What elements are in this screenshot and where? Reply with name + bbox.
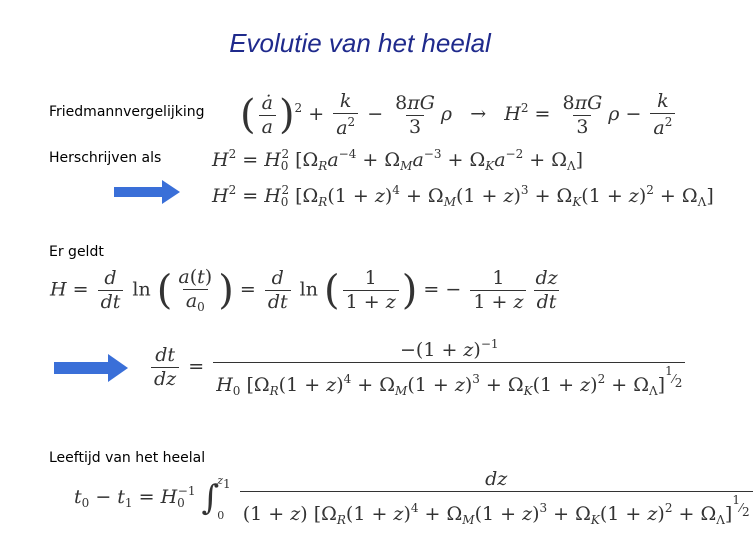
friedmann-equation: ( $\frac{ȧ}{a}$ )$^2$ + $\frac{k}{a^2}$ − $\frac{8\pi G}{3}$ $\rho \to H^2$ = $\frac{8\pi G}{3}$ ρ − $\frac{k}{a^2}$ [240,92,678,138]
label-friedmann: Friedmannvergelijking [49,104,205,120]
label-holds: Er geldt [49,244,104,260]
arrow-right-icon [112,178,182,206]
slide-title: Evolutie van het heelal [229,28,491,58]
dt-dz-equation: $\frac{dt}{dz}$ = $\frac{-(1 + z)^{-1}}{H_0 [\Omega_R(1 + z)^4 + \Omega_M(1 + z)^3 + \Omega_K(1 + z)^2 + \Omega_\Lambda]^{^1⁄_2}}$ [148,338,688,397]
rewrite-equation-scale-factor: $H^2 = H_0^2$ $[\Omega_Ra^{-4} + \Omega_Ma^{-3} + \Omega_Ka^{-2} + \Omega_\Lambda]$ [212,147,584,173]
label-age: Leeftijd van het heelal [49,450,206,466]
arrow-right-icon [52,352,130,384]
rewrite-equation-redshift: $H^2 = H_0^2$ $[\Omega_R(1 + z)^4 + \Omega_M(1 + z)^3 + \Omega_K(1 + z)^2 + \Omega_\Lambda]$ [212,183,714,209]
hubble-redshift-equation: H = $\frac{d}{dt}$ ln ( $\frac{a(t)}{a_0}$ ) = $\frac{d}{dt}$ ln ( $\frac{1}{1 + z}$ ) = − $\frac{1}{1 + z}$ $\frac{dz}{dt}$ [50,266,558,314]
age-integral-equation: $t_0 - t_1 = H_0^{-1}$ ∫ $z_1$ 0 $\frac{dz}{(1 + z) [\Omega_R(1 + z)^4 + \Omega_M(1 + z)^3 + \Omega_K(1 + z)^2 + \Omega_\Lambda]^{^1⁄_2}}$ [74,470,756,526]
label-rewrite: Herschrijven als [49,150,162,166]
